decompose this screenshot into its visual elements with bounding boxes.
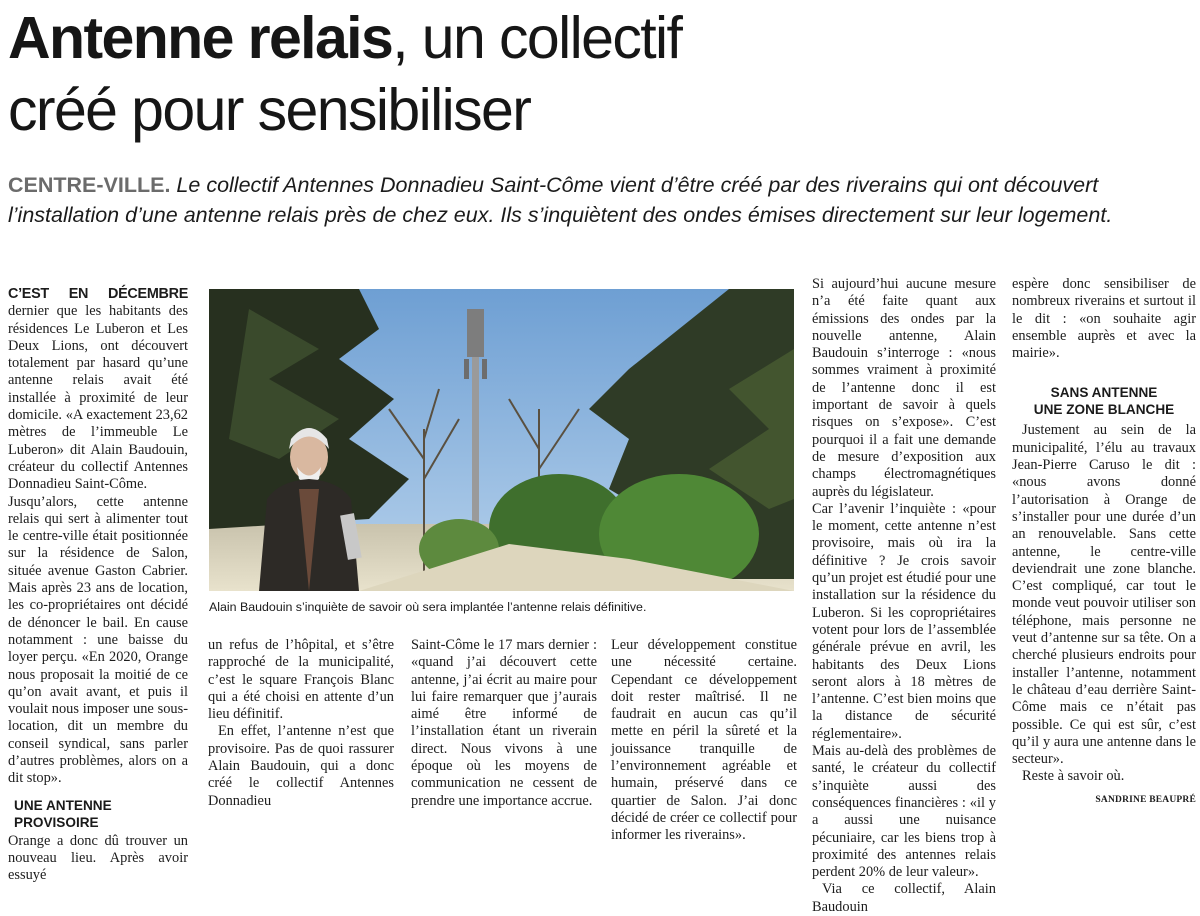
article-column-2 (208, 637, 394, 810)
col5-paragraph-3: Mais au-delà des problèmes de santé, le créateur du collectif s’inquiète aussi des conséquences financières : «il y a aussi une nuisance pécuniaire, car les biens trop à proximité des antennes relais perdent 20% de leur valeur». (812, 743, 996, 881)
article-column-3 (411, 637, 597, 810)
col4-paragraph-1: Leur développement constitue une nécessité certaine. Cependant ce développement doit rester maîtrisé. Il ne faudrait en aucun cas qu’il mette en péril la sûreté et la jouissance tranquille de l’environnement agréable et humain, préservé dans ce quartier de Salon. J’ai donc décidé de créer ce collectif pour informer les riverains». (611, 637, 797, 844)
headline-rest-part: , un collectif (392, 5, 682, 71)
article-lead (8, 170, 1193, 230)
article-column-6 (1012, 276, 1196, 809)
col6-paragraph-1: espère donc sensibiliser de nombreux riverains et surtout il le dit : «on souhaite agir ensemble auprès et avec la mairie». (1012, 276, 1196, 362)
lead-text: Le collectif Antennes Donnadieu Saint-Côme vient d’être créé par des riverains qui ont découvert l’installation d’une antenne relais près de chez eux. Ils s’inquiètent des ondes émises directement sur leur logement. (8, 173, 1113, 227)
photo-illustration (209, 289, 794, 591)
article-column-5 (812, 276, 996, 916)
lead-kicker: CENTRE-VILLE. (8, 173, 171, 197)
subhead-sans-antenne (1012, 384, 1196, 418)
article-headline (8, 2, 1188, 146)
col2-paragraph-1: un refus de l’hôpital, et s’être rapproché de la municipalité, c’est le square François Blanc qui a été choisi en attente d’un lieu définitif. (208, 637, 394, 723)
subhead-line-2: UNE ZONE BLANCHE (1033, 402, 1175, 418)
col5-paragraph-2: Car l’avenir l’inquiète : «pour le moment, cette antenne n’est provisoire, mais où ira la définitive ? Je crois savoir qu’un projet est étudié pour une installation sur la résidence du Luberon. Si les copropriétaires votent pour lors de l’assemblée générale prévue en avril, les habitants des Deux Lions seront alors à 18 mètres de l’antenne. C’est bien moins que la distance de sécurité réglementaire». (812, 500, 996, 742)
col1-paragraph-3: Orange a donc dû trouver un nouveau lieu. Après avoir essuyé (8, 832, 188, 884)
article-column-1 (8, 286, 188, 885)
subhead-line-1: SANS ANTENNE (1050, 385, 1158, 401)
col1-paragraph-1: dernier que les habitants des résidences Le Luberon et Les Deux Lions, ont découvert totalement par hasard qu’une antenne relais avait été installée à proximité de leur domicile. «A exactement 23,62 mètres de l’immeuble Le Luberon» dit Alain Baudouin, créateur du collectif Antennes Donnadieu Saint-Côme. (8, 303, 188, 493)
headline-bold-part: Antenne relais (8, 5, 393, 71)
col6-paragraph-3: Reste à savoir où. (1022, 768, 1125, 785)
article-column-4 (611, 637, 797, 845)
col3-paragraph-1: Saint-Côme le 17 mars dernier : «quand j’ai découvert cette antenne, j’ai écrit au maire pour lui faire remarquer que j’aurais aimé être informé de l’installation étant un riverain direct. Nous vivons à une époque où les moyens de communication ne cessent de prendre une importance accrue. (411, 637, 597, 809)
col5-paragraph-4: Via ce collectif, Alain Baudouin (812, 881, 996, 915)
col1-paragraph-2: Jusqu’alors, cette antenne relais qui sert à alimenter tout le centre-ville était positionnée sur la résidence de Salon, située avenue Gaston Cabrier. Mais après 23 ans de location, les co-propriétaires ont décidé de dénoncer le bail. En cause notamment : une baisse du loyer perçu. «En 2020, Orange nous proposait la moitié de ce qu’on avait avant, et puis il voulait nous imposer une sous-location, dit un membre du conseil syndical, sans parler d’autres problèmes, alors on a dit stop». (8, 493, 188, 787)
drop-in-lead: C’EST EN DÉCEMBRE (8, 286, 188, 302)
photo-caption: Alain Baudouin s’inquiète de savoir où sera implantée l’antenne relais définitive. (209, 600, 647, 614)
col5-paragraph-1: Si aujourd’hui aucune mesure n’a été faite quant aux émissions des ondes par la nouvelle antenne, Alain Baudouin s’interroge : «nous sommes vraiment à proximité de l’antenne donc il est important de savoir à quels risques on s’expose». C’est pourquoi il a fait une demande de mesure d’exposition aux champs électromagnétiques auprès du législateur. (812, 276, 996, 500)
headline-second-line: créé pour sensibiliser (8, 77, 531, 143)
col6-paragraph-2: Justement au sein de la municipalité, l’élu au travaux Jean-Pierre Caruso le dit : «nous avons donné l’autorisation à Orange de s’installer pour une durée d’un an renouvelable. Sans cette antenne, le centre-ville deviendrait une zone blanche. C’est compliqué, car tout le monde veut pouvoir utiliser son téléphone, mais personne ne veut d’antenne sur sa tête. On a cherché plusieurs endroits pour installer l’antenne, notamment le château d’eau derrière Saint-Côme mais ce n’était pas possible. Ce qui est sûr, c’est qu’il y aura une antenne dans le secteur». (1012, 422, 1196, 768)
author-signature: SANDRINE BEAUPRÉ (1095, 794, 1196, 805)
subhead-antenne-provisoire: UNE ANTENNE PROVISOIRE (14, 797, 112, 830)
col2-paragraph-2: En effet, l’antenne n’est que provisoire. Pas de quoi rassurer Alain Baudouin, qui a donc créé le collectif Antennes Donnadieu (208, 723, 394, 809)
article-photo (209, 289, 794, 591)
